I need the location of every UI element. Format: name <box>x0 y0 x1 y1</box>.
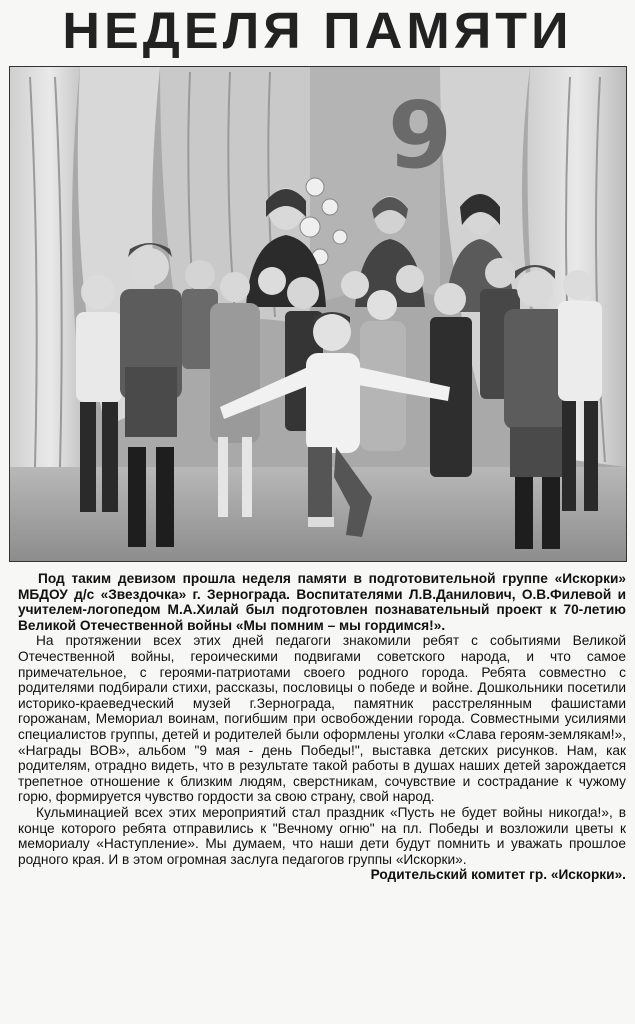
article-signature: Родительский комитет гр. «Искорки». <box>370 867 626 883</box>
article <box>18 571 626 883</box>
headline: НЕДЕЛЯ ПАМЯТИ <box>62 2 573 59</box>
group-photo <box>9 66 627 562</box>
group-photo-illustration <box>10 67 626 561</box>
article-lead: Под таким девизом прошла неделя памяти в подготовительной группе «Искорки» МБДОУ д/с «Звездочка» г. Зернограда. Воспитателями Л.В.Данилович, О.В.Филевой и учителем-логопедом М.А.Хилай был подготовлен познавательный проект к 70-летию Великой Отечественной войны «Мы помним – мы гордимся!». <box>18 571 626 633</box>
backdrop-numeral: 9 <box>388 82 453 189</box>
article-paragraph: На протяжении всех этих дней педагоги знакомили ребят с событиями Великой Отечественной войны, героическими подвигами советского народа, и что самое примечательное, с героями-патриотами своего родного города. Ребята совместно с родителями подбирали стихи, рассказы, пословицы о победе и войне. Дошкольники посетили историко-краеведческий музей г.Зернограда, памятник расстрелянным фашистами горожанам, Мемориал воинам, погибшим при освобождении города. Совместными усилиями специалистов группы, детей и родителей были оформлены уголки «Слава героям-землякам!», «Награды ВОВ», альбом "9 мая - день Победы!", выставка детских рисунков. Нам, как родителям, отрадно видеть, что в результате такой работы в душах наших детей зарождается трепетное отношение к близким людям, сверстникам, сочувствие и сострадание к чужому горю, формируется чувство гордости за свою страну, свой народ. <box>18 633 626 805</box>
article-paragraph: Кульминацией всех этих мероприятий стал праздник «Пусть не будет войны никогда!», в конце которого ребята отправились к "Вечному огню" на пл. Победы и возложили цветы к мемориалу «Наступление». Мы думаем, что наши дети будут помнить и уважать прошлое родного края. И в этом огромная заслуга педагогов группы «Искорки». <box>18 804 626 867</box>
